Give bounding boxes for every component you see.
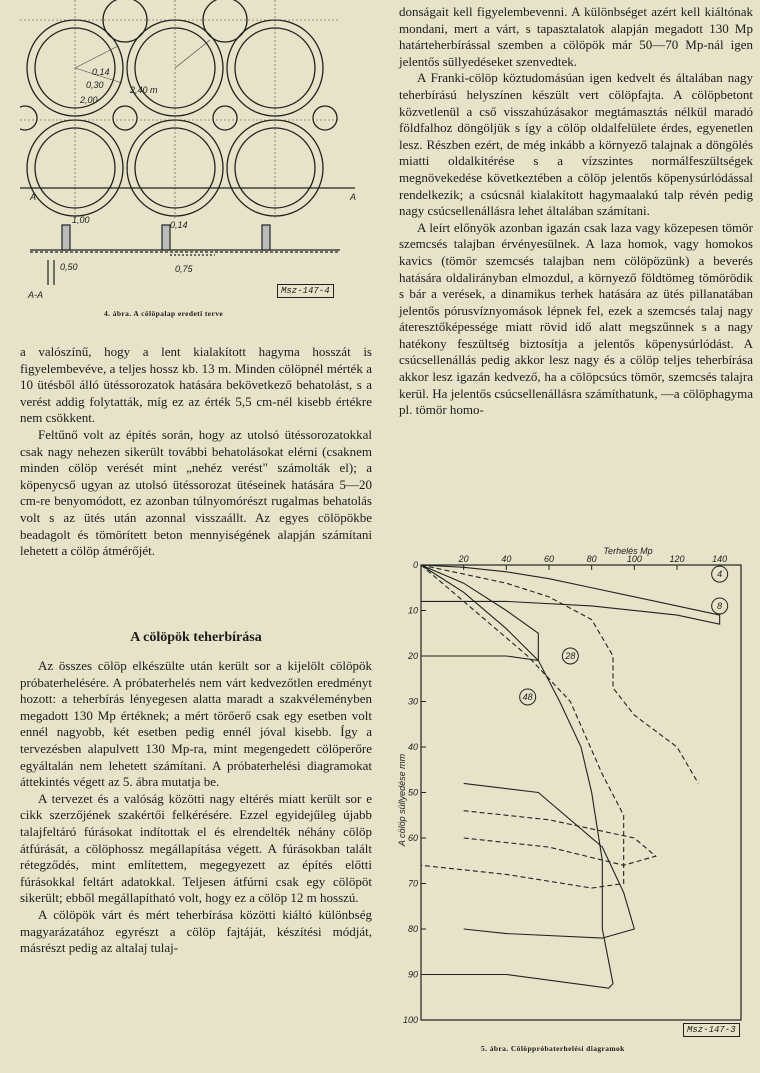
dim-label-5: 1,00 [72,215,90,225]
section-title: A cölöpök teherbírása [130,630,262,645]
right-text [399,4,753,419]
figure-4 [20,0,372,300]
y-tick-label: 0 [412,560,418,570]
paragraph: A tervezet és a valóság közötti nagy eltérés miatt került sor e cikk szerzőjének szakértői felkérésére. Ezzel egyidejűleg újabb talajfeltáró fúrásokat indítottak el és elrendelték néhány cölöp átfúrását, a cölöphossz megállapítása végett. A fúrásokban talált rétegződés, mint említettem, megegyezett az építés előtti fúrásokkal feltárt adatokkal. Teljesen átfúrni csak egy cölöpöt sikerült; ebből megállapítható volt, hogy ez a cölöp 12 m hosszú. [20,790,372,906]
y-tick-label: 40 [407,742,418,752]
y-tick-label: 50 [407,787,418,798]
svg-text:8: 8 [717,600,723,611]
series-line-7 [464,811,656,866]
svg-text:4: 4 [717,569,723,580]
figure-5-caption: 5. ábra. Cölöppróbaterhelési diagramok [481,1044,625,1053]
y-tick-label: 70 [407,878,418,889]
curve-marker [712,566,728,582]
dim-label-2: 0,30 [86,80,104,90]
series-line-2 [421,565,698,783]
section-mark-a-right: A [350,192,357,202]
load-settlement-chart [393,540,755,1035]
left-text-bottom [20,658,372,957]
y-tick-label: 100 [402,1015,418,1025]
dim-label-1: 0,14 [92,67,110,77]
figure-4-caption: 4. ábra. A cölöpalap eredeti terve [104,309,224,318]
svg-text:48: 48 [522,691,533,702]
x-tick-label: 120 [669,554,685,564]
x-tick-label: 20 [458,554,469,564]
x-tick-label: 140 [712,554,728,564]
y-tick-label: 90 [407,969,418,980]
curve-marker [712,598,728,614]
curve-marker [520,689,536,705]
series-line-6 [464,783,635,938]
dim-label-4: 2,40 m [130,85,158,95]
series-line-4 [421,565,613,988]
y-tick-label: 30 [407,696,418,707]
paragraph: A leírt előnyök azonban igazán csak laza vagy közepesen tömör szemcsés talajban érvényesülnek. A laza homok, vagy homokos kavics (tömör szemcsés talajban nem cölöpözünk) a beverés hatására oldalirányban elmozdul, a környező földtömeg tömörödik s bár a verések, a dinamikus terhek hatására az ütés pillanatában jelentős pórusvíznyomások lépnek fel, ezek a szemcsés talaj nagy áteresztőképessége miatt rövid idő alatt megszűnnek s a nagy hatékony feszültség biztosítja a jelentős köpenysúrlódást. A csúcsellenállás pedig akkor lesz nagy és a cölöp teljes teherbírása akkor lesz igazán kedvező, ha a cölöpcsúcs tömör, szemcsés talajra kerül. Ha jelentős csúcsellenállásra számíthatunk, —a cölöphagyma pl. tömör homo- [399,219,753,418]
x-tick-label: 80 [586,554,597,564]
section-label-aa: A-A [28,290,44,300]
x-tick-label: 40 [501,554,512,564]
y-tick-label: 10 [407,605,418,616]
figure-4-drawing [20,0,372,300]
paragraph: Feltűnő volt az építés során, hogy az utolsó ütéssorozatokkal csak nagy nehezen sikerült további behatolásokat elérni (csaknem minden cölöp verését mint „nehéz verést" számolták el); a köpenycső ugyan az utolsó ütéssorozat ütéseinek hatására 5—20 cm-re benyomódott, ez azonban túlnyomórészt rugalmas behatolás volt s az ütés után azonnal visszaállt. Az egyes cölöpökbe beadagolt és tömörített beton mennyiségének alapján számítani lehetett a cölöp átmérőjét. [20,426,372,559]
series-line-3 [421,565,538,661]
figure-4-stamp: Msz-147-4 [277,284,334,298]
svg-text:28: 28 [565,651,576,661]
x-tick-label: 60 [543,554,555,564]
curve-marker [562,648,578,664]
figure-5 [393,540,755,1035]
dim-label-6: 0,14 [170,220,188,230]
x-axis-label: Terhelés Mp [603,546,653,556]
y-tick-label: 60 [407,833,418,843]
paragraph: A Franki-cölöp köztudomásúan igen kedvelt és általában nagy teherbírású helyszínen készült vert cölöpfajta. A cölöpbetont közvetlenül a cső visszahúzásakor megtámasztás nélkül maradó földfalhoz döngöljük s így a cölöp oldalfelülete érdes, egyenetlen lesz. Részben ezért, de még inkább a környező talajnak a döngölés miatti oldalkitérése s a vízszintes normálfeszültségek megnövekedése következtében a cölöp jelentős köpenysúrlódással rendelkezik; a csúcsnál kialakított hagymaalakú talp révén pedig nagy csúcsellenállásra lehet általában számítani. [399,70,753,219]
paragraph: donságait kell figyelembevenni. A különbséget azért kell kiáltónak mondani, mert a várt, s tapasztalatok alapján megadott 130 Mp határteherbírással szemben a cölöpök már 50—70 Mp-nál igen jelentős süllyedéseket szenvedtek. [399,4,753,69]
plot-frame [421,565,741,1020]
left-text-top [20,344,372,560]
y-tick-label: 20 [407,651,418,661]
y-tick-label: 80 [407,924,418,934]
dim-label-7: 0,50 [60,262,78,272]
paragraph: A cölöpök várt és mért teherbírása közötti kiáltó különbség magyarázatához egyrészt a cölöp fajtáját, készítési módját, másrészt pedig az altalaj tulaj- [20,906,372,956]
x-tick-label: 100 [626,554,642,564]
paragraph: a valószínű, hogy a lent kialakított hagyma hosszát is figyelembevéve, a teljes hossz kb. 13 m. Minden cölöpnél mérték a 10 ütésből álló ütéssorozatok hatására bekövetkező behatolást, s a verést addig folytatták, míg ez az érték 5,5 cm-nél kisebb értékre nem csökkent. [20,344,372,426]
section-mark-a-left: A [30,192,37,202]
figure-5-stamp: Msz-147-3 [683,1023,740,1037]
dim-label-8: 0,75 [175,264,193,274]
paragraph: Az összes cölöp elkészülte után került sor a kijelölt cölöpök próbaterhelésére. A próbaterhelés nem várt kedvezőtlen eredményt hozott: a teherbírás lényegesen alatta maradt a szakvéleményben megadott 130 Mp értéknek; a mért törőerő csak egy esetben volt ennél nagyobb, két esetben pedig ennél jóval kisebb. Így a tervezésben alapulvett 130 Mp-ra, mint megengedett cölöperőre egyáltalán nem lehetett számítani. A próbaterhelési diagramokat áttekintés végett az 5. ábra mutatja be. [20,658,372,790]
y-axis-label: A cölöp süllyedése mm [397,753,407,847]
dim-label-3: 2,00 [80,95,98,105]
